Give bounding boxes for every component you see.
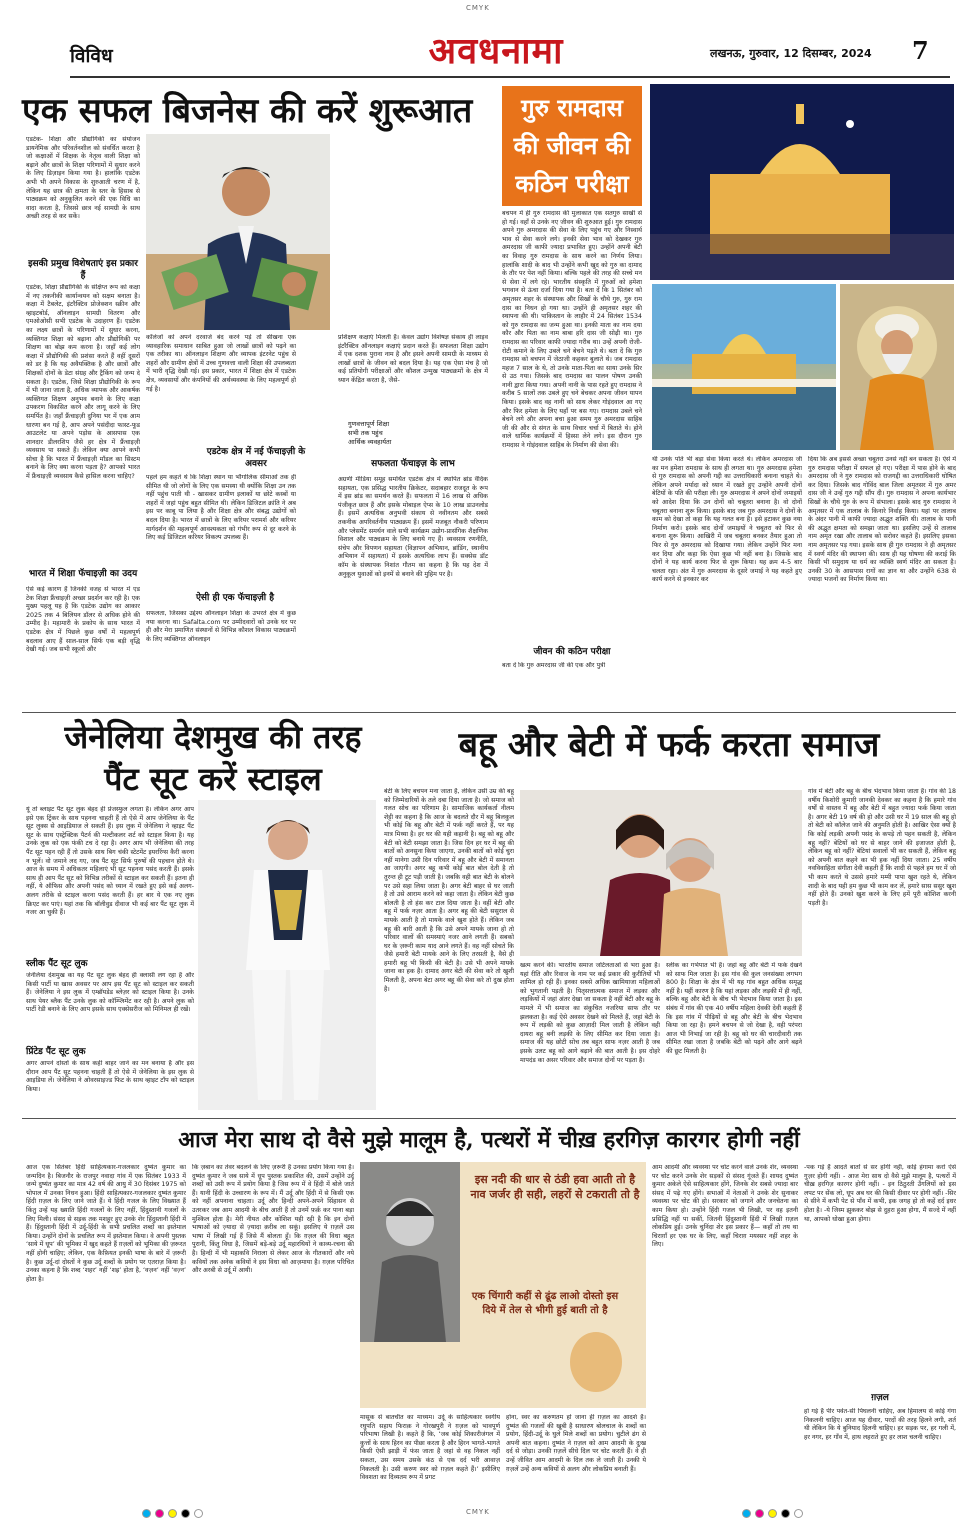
logo-text: अवधनामा xyxy=(428,29,564,72)
story2-headline-box xyxy=(502,86,642,206)
story1-col2b: पहले हम कहते थे कि शिक्षा स्थान या भौगोलिक सीमाओं तक ही सीमित थी जो लोगों के लिए एक समस्या थी क्योंकि शिक्षा उन तक नहीं पहुंच पाती थी - खासकर ग्रामीण इलाकों या छोटे कस्बों या शहरों में जहां पहुंच बहुत सीमित थी। लेकिन डिजिटल क्रांति ने अब इस पर काबू पा लिया है और शिक्षा क्षेत्र और संबद्ध उद्योगों को बदल दिया है। भारत में छात्रों के लिए करियर परामर्श और करियर मार्गदर्शन की महत्वपूर्ण आवश्यकता को गंभीर रूप से दूर करने के लिए कई डिजिटल करियर विकल्प उपलब्ध हैं। xyxy=(146,474,296,542)
story3-body: यूं तो ब्लाइट पैंट सूट लुक बेहद ही प्रेजस्फुल लगता है। लेकिन अगर आप इसे एक ट्रिंकर के साथ पहनना चाहती हैं तो ऐसे में आप जेनेलिया के पैंट सूट लुक्स से आइडियाज ले सकती हैं। इस लुक में जेनेलिया ने व्हाइट पैंट सूट के साथ एस्ट्रेक्टिक पैटर्न की मल्टीकलर शर्ट को स्टाइल किया है। यह उनके लुक को एक फंकी टच दे रहा है। अगर आप भी जेनेलिया की तरह पैंट सूट पहन रही हैं तो उसके साथ बिग चंकी स्टेटमेंट इयररिंग्स कैरी करना न भूलें। वो जमाने लद गए, जब पैंट सूट सिर्फ पुरुषों की पहचान होते थे। आज के समय में अधिकतर महिलाएं भी सूट पहनना पसंद करती हैं। इसके साथ ही आप पैंट सूट को विभिन्न तरीकों से स्टाइल कर सकती हैं। इतना ही नहीं, ये ऑफिस और अपनी पसंद को ध्यान में रखते हुए इसे कई अलग-अलग तरीके से स्टाइल करना पसंद करती हैं। हर बार ये एक नए लुक क्रिएट कर पाएं। यहां तक कि बॉलीवुड दीवाज भी कई बार पैंट सूट लुक में नजर आ चुकी हैं। xyxy=(26,806,194,917)
story5-col1: आज एक सितंबर हिंदी साहित्यकार-गजलकार दुष्यंत कुमार का जन्मदिन है। बिजनौर के राजपुर नवादा गांव में एक सितंबर 1933 में जन्मे दुष्यंत कुमार का मात्र 42 वर्ष की आयु में 30 दिसंबर 1975 को भोपाल में उनका निधन हुआ। हिंदी साहित्यकार-गजलकार दुष्यंत कुमार हिंदी ग़ज़ल के लिए जाने जाते हैं। ये हिंदी गजल के लिए विख्यात हैं किंतु उन्हें यह ख्याति हिंदी गजलों के लिए नहीं, हिंदुस्तानी गजलों के लिए मिली। संसद से सड़क तक मशहूर हुए उनके शेर हिंदुस्तानी हिंदी में हैं। हिंदुस्तानी हिंदी में उर्दू-हिंदी के सभी प्रचलित शब्दों का इस्तेमाल किया। उन्होंने दोनों के प्रचलित रूप में इस्तेमाल किया। वे अपनी पुस्तक ‘साये में धूप’ की भूमिका में खुद कहते हैं ग़ज़लों को भूमिका की ज़रूरत नहीं होनी चाहिए; लेकिन, एक कैफ़ियत इनकी भाषा के बारे में ज़रूरी है। कुछ उर्दू-दां दोस्तों ने कुछ उर्दू शब्दों के प्रयोग पर एतराज़ किया है। उनका कहना है कि शब्द ‘शहर’ नहीं ‘शह्र’ होता है, ‘वज़न’ नहीं ‘वज़्न’ होता है। xyxy=(26,1164,186,1283)
golden-temple-night-photo xyxy=(650,84,954,280)
story3-sub1: स्लीक पैंट सूट लुक xyxy=(26,959,88,969)
story2-col3: दिया कि अब इससे अच्छा चबूतरा उनसे नहीं बन सकता है। ऐसे में गुरु रामदास परीक्षा में सफल हो गए। परीक्षा में पास होने के बाद अमरदास जी ने गुरु रामदास को राजगद्दी का उत्तराधिकारी घोषित कर दिया। जिसके बाद गोविंद बाल जिला अमृतसर में गुरु अमर दास जी ने उन्हें गुरु गद्दी सौंप दी। गुरु रामदास ने अपना कार्यभार सिखों के चौथे गुरु के रूप में संभाला। इसके बाद गुरु रामदास ने अमृतसर में एक तालाब के किनारे निर्वाह किया। यहां पर तालाब के अंदर पानी में काफी ज्यादा अद्भुत शक्ति थी। तालाब के पानी की अद्भुत क्षमता को समझा जाता था। इसलिए उन्हें से तालाब नाम अमृत रखा और तालाब को सरोवर कहते हैं। इसलिए इसका नाम अमृतसर पड़ गया। इसके साथ ही गुरु रामदास ने ही अमृतसर में स्वर्ण मंदिर की स्थापना की। साथ ही यह घोषणा की कराई कि किसी भी समुदाय या धर्म का व्यक्ति स्वर्ण मंदिर आ सकता है। उनकी 30 के आसपास रागों का ज्ञान था और उन्होंने 638 से ज्यादा भजनों का निर्माण किया था। xyxy=(808,456,956,584)
dushyant-poster xyxy=(360,1162,646,1408)
cmyk-mark-bottom: CMYK xyxy=(466,1508,490,1516)
story1-list-item: गुणवत्तापूर्ण शिक्षा xyxy=(348,420,390,428)
story5-col5: आम आदमी और व्यवस्था पर चोट करने वाले उनके शेर, व्यवस्था पर चोट करने उनके शेर सड़कों से संसद गूंजते हैं। शायद दुष्यंत कुमार अकेले ऐसे साहित्यकार होंगे, जिनके शेर सबसे ज्यादा बार संसद में पढ़े गए होंगे। सभाओं में नेताओं ने उनके शेर सुनाकर व्यवस्था पर चोट की हो। सरकार को जगाने और जनचेतना का काम किया हो। उन्होंने हिंदी गजल भी लिखी, पर वह इतनी प्रसिद्धि नहीं पा सकीं, जितनी हिंदुस्तानी हिंदी में लिखी ग़ज़ल लोकप्रिय हुई। उनके चुनिंदा शेर इस प्रकार हैं— कहाँ तो तय था चिराग़ाँ हर एक घर के लिए, कहाँ चिराग़ मयस्सर नहीं शहर के लिए। xyxy=(652,1164,798,1249)
story5-col6b: हो गई है पीर पर्वत-सी पिघलनी चाहिए, अब हिमालय से कोई गंगा निकलनी चाहिए। आज यह दीवार, परदों की तरह हिलने लगी, शर्त थी लेकिन कि ये बुनियाद हिलनी चाहिए। हर सड़क पर, हर गली में, हर नगर, हर गाँव में, हाथ लहराते हुए हर लाश चलनी चाहिए। xyxy=(804,1408,956,1441)
story5-col2: कि ज़बान का तेवर बदलने के लिए ज़रूरी है उनका प्रयोग किया गया है। दुष्यंत कुमार ने जब साये में धूप पुस्तक प्रकाशित की, उसमें उन्होंने उर्दू शब्दों को उसी रूप में प्रयोग किया है जिस रूप में वे हिंदी में बोले जाते हैं। यानी हिंदी के उच्चारण के रूप में। मैं उर्दू और हिंदी में से किसी एक को नहीं अपनाना चाहता। उर्दू और हिन्दी अपने-अपने सिंहासन से उतरकर जब आम आदमी के बीच आती हैं तो उनमें फ़र्क़ कर पाना बड़ा मुश्किल होता है। मेरी नीयत और कोशिश यही रही है कि इन दोनों भाषाओं को ज़्यादा से ज़्यादा क़रीब ला सकूं। इसलिए ये ग़ज़लें उस भाषा में लिखी गई हैं जिसे मैं बोलता हूँ। कि ग़ज़ल की विधा बहुत पुरानी, किंतु विधा है, जिसमें बड़े-बड़े उर्दू महारथियों ने काव्य-रचना की है। हिन्दी में भी महाकवि निराला से लेकर आज के गीतकारों और नये कवियों तक अनेक कवियों ने इस विधा को आज़माया है। ग़ज़ल परिचित और अरबी से उर्दू में आयी। xyxy=(192,1164,354,1275)
story1-sub3: एडटेक क्षेत्र में नई फॅचाइज़ी के अवसर xyxy=(206,447,306,469)
cmyk-mark: CMYK xyxy=(466,4,490,12)
story3-sub2: प्रिंटेड पैंट सूट लुक xyxy=(26,1047,86,1057)
story4-headline: बहू और बेटी में फर्क करता समाज xyxy=(458,725,880,765)
story5-col3: मासूक से बातचीत का माध्यम। उर्दू के साहित्यकार स्वर्गीय रघुपति सहाय फिराक़ ने गोरखपुरी ने ग़ज़ल को भावपूर्ण परिभाषा लिखी है। कहते हैं कि, ‘जब कोई शिकारीजंगल में कुत्तों के साथ हिरन का पीछा करता है और हिरन भागते-भागते किसी ऐसी झाड़ी में फंस जाता है जहां से वह निकल नहीं सकता, उस समय उसके कंठ से एक दर्द भरी आवाज़ निकलती है। उसी करुण स्वर को ग़ज़ल कहते हैं।’ इसीलिए विवशता का दिव्यतम रूप में प्रगट xyxy=(360,1414,500,1482)
registration-dots-left xyxy=(140,1503,205,1519)
story3-body2: जेनेलिया देशमुख का यह पैंट सूट लुक बेहद ही क्लासी लग रहा है और किसी पार्टी या खास अवसर पर आप इस पैंट सूट को स्टाइल कर सकती हैं। जेनेलिया ने इस लुक में एम्ब्रॉयडेड ब्लेज़र को स्टाइल किया है। उनके साथ पेयर ब्लैक पैंट उनके लुक को कॉम्प्लिमेंट कर रही है। अपने लुक को पार्टी रेडी बनाने के लिए आप इसके साथ एक्सेसरीज को मिनिमल ही रखें। xyxy=(26,972,194,1014)
section-title: विविध xyxy=(70,45,113,67)
story1-sub5: सफलता फॅचाइज़ के लाभ xyxy=(371,459,455,469)
story2-col1b: बता दें कि गुरु अमरदास जी की एक और पुत्री xyxy=(502,662,606,669)
poster-couplet-1: इस नदी की धार से ठंडी हवा आती तो है नाव जर्जर ही सही, लहरों से टकराती तो है xyxy=(470,1173,640,1201)
story1-sub1: इसकी प्रमुख विशेषताएं इस प्रकार हैं xyxy=(28,259,138,281)
guru-portrait-art xyxy=(840,284,954,450)
story1-col2c: सफलता, जिसका उद्देश्य ऑनलाइन शिक्षा के उभरते क्षेत्र में कुछ नया करना था। Safalta.com पर उम्मीदवारों को उनके घर पर ही और मेरा प्रमाणित संस्थानों से विभिन्न कौशल विकास पाठ्यक्रमों के लिए व्यक्तिगत ऑनलाइन xyxy=(146,610,296,643)
story4-col2: खत्म करने की। भारतीय समाज जटिलताओं से भरा हुआ है। यहां रीति और रिवाज के नाम पर कई प्रकार की कुरीतियों भी शामिल हो रही हैं। इनका सबसे अधिक खामियाजा महिलाओं को भुगतानी पड़ती है। पितृसत्तात्मक समाज में लड़का और लड़कियों में जहां अंतर देखा जा सकता है वहीं बेटी और बहू के मामले में भी समाज का संकुचित नजरिया साफ तौर पर झलकता है। कई ऐसे अवसर देखने को मिलते हैं, जहां बेटी के रूप में लड़की को कुछ आज़ादी मिल जाती है लेकिन वही दायरा बहू बनी लड़की के लिए सीमित कर दिया जाता है। समाज की यह छोटी सोच तब बहुत साफ नज़र आती है जब इसके उलट बहू को आगे बढ़ाने की बात आती है। इस दोहरे मापदंड का असर परिवार और समाज दोनों पर पड़ता है। xyxy=(520,962,660,1064)
story1-list-item: सभी तक पहुंच xyxy=(348,429,383,437)
story2-col2: थी उनके पति भी बड़ा सेवा किया करते थे। लेकिन अमरदास जी का मन हमेशा रामदास के साथ ही लगता था। गुरु अमरदास हमेशा से गुरु रामदास को अपनी गद्दी का उत्तराधिकारी बनाना चाहते थे। लेकिन अपने मर्यादा को ध्यान में रखते हुए उन्होंने अपनी दोनों बेटियों के पति की परीक्षा ली। गुरु अमरदास ने अपने दोनों जमाइयों को आदेश दिया कि उन दोनों को चबूतरा बनाना है। वो दोनों चबूतरा बनाना शुरू किया। इसके बाद जब गुरु अमरदास ने दोनों के काम को देखा तो कहा कि यह गलत बना है। इसे हटाकर कुछ नया निर्माण करो। इसके बाद दोनों जमाइयों ने चबूतरा को फिर से बनाना शुरू किया। आखिरी में जब चबूतरा बनकर तैयार हुआ तो फिर से गुरु अमरदास को दिखाया गया। लेकिन उन्होंने फिर मना कर दिया और कहा कि ऐसा कुछ भी नहीं बना है। जिसके बाद दोनों ने यह कार्य करना फिर से शुरू किया। यह क्रम 4-5 बार चलता रहा। अंत में गुरु अमरदास के दूसरे जमाई ने यह कहते हुए कार्य करने से इनकार कर xyxy=(652,456,802,584)
story1-headline: एक सफल बिजनेस की करें शुरूआत xyxy=(22,91,473,131)
poster-couplet-2: एक चिंगारी कहीं से ढूंढ लाओ दोस्तो इस दिये में तेल से भीगी हुई बाती तो है xyxy=(471,1291,619,1316)
story1-col2: कॉलेजों को अपने दरवाजे बंद करने पड़े तो सीखना एक व्यावहारिक समाधान साबित हुआ जो लाखों छात्रों को पढ़ने का एक तरीका था। ऑनलाइन शिक्षण और व्यापक इंटरनेट पहुंच से शहरों और ग्रामीण क्षेत्रों में उच्च गुणवत्ता वाली शिक्षा की उपलब्धता में भारी वृद्धि देखी गई। इस प्रकार, भारत में शिक्षा क्षेत्र में एडटेक क्षेत्र, व्यवसायों और कंपनियों की अर्थव्यवस्था के लिए महत्वपूर्ण हो गई है। xyxy=(146,334,296,393)
businessman-photo-art xyxy=(146,134,330,330)
golden-temple-day-art xyxy=(652,284,836,450)
logo xyxy=(386,24,606,74)
dateline: लखनऊ, गुरुवार, 12 दिसम्बर, 2024 xyxy=(710,47,872,60)
story1-list xyxy=(348,420,488,447)
story1-intro: एडटेक- शिक्षा और प्रौद्योगिकी का संयोजन डायनेमिक और परिवर्तनशील को संवर्धित करता है जो कक्षाओं में शिक्षक के नेतृत्व वाली शिक्षा को बढ़ाने और छात्रों के शिक्षा परिणामों में सुधार करने के लिए डिज़ाइन किया गया है। हालांकि एडटेक अभी भी अपने विकास के शुरुआती चरण में है, लेकिन यह छात्र की क्षमता के स्तर के हिसाब से पाठ्यक्रम को अनुकूलित करने की एक विधि का वादा करता है, जिससे छात्र नई सामग्री के साथ अच्छी तरह से कर सकें। xyxy=(26,136,140,221)
story1-sub2: भारत में शिक्षा फॅचाइज़ी का उदय xyxy=(28,569,138,579)
story2-headline: गुरु रामदास की जीवन की कठिन परीक्षा xyxy=(513,93,631,198)
story1-col3: प्रशिक्षण कक्षाएं मिलती हैं। केवल उद्योग विशेषज्ञ संकाय ही लाइव इंटरैक्टिव ऑनलाइन कक्षाएं प्रदान करते हैं। सफलता शिक्षा उद्योग में एक दशक पुराना नाम है और इसने अपनी सामग्री के माध्यम से लाखों छात्रों के जीवन को बदल दिया है। यह एक ऐसा मंच है जो कई प्रतियोगी परीक्षाओं और कौशल उन्मुख पाठ्यक्रमों के क्षेत्र में ध्यान केंद्रित करता है, जैसे- xyxy=(338,334,488,384)
golden-temple-night-art xyxy=(650,84,954,280)
genelia-photo xyxy=(198,800,376,1110)
page-number: 7 xyxy=(912,36,929,65)
guru-portrait xyxy=(840,284,954,450)
masthead-rule xyxy=(70,76,950,78)
story3-headline: जेनेलिया देशमुख की तरह पैंट सूट करें स्टाइल xyxy=(64,718,362,798)
businessman-photo xyxy=(146,134,330,330)
registration-dots-right xyxy=(740,1503,805,1519)
story1-body1: एडटेक, शिक्षा प्रौद्योगिकी के संक्षिप्त रूप को कक्षा में नए तकनीकी कार्यान्वयन को सक्षम बनाता है। कक्षा में टैबलेट, इंटरैक्टिव प्रोजेक्शन स्क्रीन और व्हाइटबोर्ड, ऑनलाइन सामग्री वितरण और एमओओसी सभी एडटेक के उदाहरण हैं। एडटेक का लक्ष्य छात्रों के परिणामों में सुधार करना, व्यक्तिगत शिक्षा को बढ़ाना और प्रौद्योगिकी पर शिक्षण का बोझ कम करना है। जहाँ कई लोग कक्षा में प्रौद्योगिकी की प्रशंसा करते हैं वहीं दूसरों को डर है कि यह अवैयक्तिक है और छात्रों और शिक्षकों दोनों के डेटा संग्रह और ट्रैकिंग को जन्म दे सकता है। एडटेक, जिसे शिक्षा प्रौद्योगिकी के रूप में भी जाना जाता है, अधिक व्यापक और आकर्षक व्यक्तिगत शिक्षण अनुभव बनाने के लिए कक्षा उपकरण विकसित करने और लागू करने के लिए समर्पित है। जहाँ फ्रैंचाइज़ी दुनिया भर में एक आम धारणा बन गई है, आप अपने पसंदीदा फास्ट-फूड आउटलेट या अपने पड़ोस के आसपास एक शानदार डीलरशिप जैसे हर क्षेत्र में फ्रैंचाइज़ी व्यवसाय पा सकते हैं। लेकिन क्या आपने कभी सोचा है कि भारत में फ्रैंचाइज़ी मॉडल का सिस्टम बनाने के लिए क्या करना पड़ता है? आपको भारत में फ्रैंचाइज़ी व्यवसाय कैसे हासिल करना चाहिए? xyxy=(26,284,140,481)
story2-col1: बचपन में ही गुरु रामदास की मुलाकात एक सतगुरु साखी से हो गई। वहाँ से उनके नए जीवन की शुरुआत हुई। गुरु रामदास अपने गुरु अमरदास की सेवा के लिए पहुंच गए और निस्वार्थ भाव से सेवा करने लगे। इनकी सेवा भाव को देखकर गुरु अमरदास जी काफी ज्यादा प्रभावित हुए। उन्होंने अपनी बेटी का विवाह गुरु रामदास के साथ करने का निर्णय लिया। हालांकि शादी के बाद भी उन्होंने कभी खुद को गुरु का दामाद के तौर पर पेश नहीं किया। बल्कि पहले की तरह की सच्चे मन से सेवा में लगे रहे। भारतीय संस्कृति में गुरुओं को हमेशा भगवान से ऊंचा दर्जा दिया गया है। बता दें कि 1 सितंबर को अमृतसर शहर के संस्थापक और सिखों के चौथे गुरु, गुरु राम दास का निधन हो गया था। उन्होंने ही अमृतसर शहर की स्थापना की थी। पाकिस्तान के लाहौर में 24 सितंबर 1534 को गुरु रामदास का जन्म हुआ था। इनकी माता का नाम दया कौर और पिता का नाम बाबा हरि दास जी सोढ़ी था। गुरु रामदास का परिवार काफी ज्यादा गरीब था। उन्हें अपनी रोजी-रोटी कमाने के लिए उबले चने बेचने पड़ते थे। बता दें कि गुरु रामदास को बचपन में जेठाजी कहकर बुलाते थे। जब रामदास महज 7 साल के थे, तो उनके माता-पिता का साया उनके सिर से उठ गया। जिसके बाद रामदास का पालन पोषण उनकी नानी द्वारा किया गया। अपनी नानी के पास रहते हुए रामदास ने करीब 5 सालों तक उबले हुए चने बेचकर अपना जीवन यापन किया। इसके बाद वह नानी को साथ लेकर गोइंदवाल आ गए और फिर हमेशा के लिए यहाँ पर बस गए। रामदास उबले चने बेचने लगे और अपना बचा हुआ समय गुरु अमरदास साहिब जी की और से संगत के साथ विचार चर्चा में बिताते थे। होने वाले धार्मिक कार्यक्रमों में हिस्सा लेने लगे। इस दौरान गुरु रामदास ने गोइंदवाल साहिब के निर्माण की सेवा की। xyxy=(502,210,642,450)
story5-col6: -पक गई हैं आदतें बातों से सर होंगी नहीं, कोई हंगामा करो ऐसे गुज़र होगी नहीं। - आज मेरा साथ दो वैसे मुझे मालूम है, पत्थरों में चीख़ हरगिज़ कारगर होगी नहीं। - इन ठिठुरती उँगलियों को इस लपट पर सेंक लो, धूप अब घर की किसी दीवार पर होगी नहीं। -सिर से सीने में कभी पेट से पाँव में कभी, इक जगह हो तो कहें दर्द इधर होता है। -ये जिस्म झुककर बोझ से दुहरा हुआ होगा, मैं सज्दे में नहीं था, आपको धोखा हुआ होगा। xyxy=(804,1164,956,1223)
story5-sub: ग़ज़ल xyxy=(871,1393,889,1403)
story2-sub: जीवन की कठिन परीक्षा xyxy=(533,647,611,657)
golden-temple-day-photo xyxy=(652,284,836,450)
story1-sub4: ऐसी ही एक फॅचाइज़ी है xyxy=(195,593,275,603)
mother-daughter-art xyxy=(520,790,802,956)
rule-mid xyxy=(22,712,956,713)
story1-body2: ऐसे कई कारण हैं जिनकी वजह से भारत में एड टेक शिक्षा फ्रैंचाइज़ी अच्छा प्रदर्शन कर रही है। एक मुख्य पहलू यह है कि एडटेक उद्योग का आकार 2025 तक 4 बिलियन डॉलर से अधिक होने की उम्मीद है। महामारी के प्रकोप के साथ भारत में एडटेक क्षेत्र में पिछले कुछ वर्षों में महत्वपूर्ण बदलाव आए हैं साल-साल सिर्फ एक बड़ी वृद्धि देखी गई। जब सभी स्कूलों और xyxy=(26,586,140,654)
genelia-photo-art xyxy=(198,800,376,1110)
rule-lower xyxy=(22,1118,956,1119)
story4-col3: स्लीक का गर्भपात भी है। जहां बहू और बेटी में फर्क देखने को साफ मिल जाता है। इस गांव की कुल जनसंख्या लगभग 800 है। शिक्षा के क्षेत्र में भी यह गांव बहुत अधिक समृद्ध नहीं है। यहीं कारण है कि यहां लड़का और लड़की में ही नहीं, बल्कि बहू और बेटी के बीच भी भेदभाव किया जाता है। इस संबंध में गांव की एक 40 वर्षीय महिला देवकी देवी कहती हैं कि इस गांव में पीढ़ियों से बहू और बेटी के बीच भेदभाव किया जा रहा है। हमने बचपन से जो देखा है, वही परंपरा आज भी निभाई जा रही है। बहू को घर की चारदीवारी तक सीमित रखा जाता है जबकि बेटी को पढ़ने और आगे बढ़ने की छूट मिलती है। xyxy=(666,962,802,1055)
story1-list-item: आर्थिक व्यवहार्यता xyxy=(348,438,392,446)
story4-col4: गांव में बेटी और बहू के बीच भेदभाव किया जाता है। गांव की 18 वर्षीय किशोरी कुमारी जानकी देवकर का कहना है कि हमारे गांव वर्षों से वास्तव में बहू और बेटी में बहुत ज्यादा फर्क किया जाता है। अगर बेटी 19 वर्ष की हो और उसी घर में 19 साल की बहू हो तो बेटी को कॉलेज जाने की अनुमति होती है। आखिर ऐसा क्यों है कि कोई लड़की अपनी पसंद के कपड़े तो पहन सकती है, लेकिन बहू नहीं? बेटियों को घर से बाहर जाने की इजाजत होती है, लेकिन बहू को नहीं? बेटियां सवालों भी कर सकती हैं, लेकिन बहू को अपनी बात कहने का भी हक नहीं दिया जाता। 25 वर्षीय नवविवाहिता संगीता देवी कहती हैं कि शादी से पहले हम घर में जो भी काम करते थे उससे हमारे मम्मी पापा खुश रहते थे, लेकिन शादी के बाद यही हम कुछ भी काम कर लें, हमारे सास ससुर खुश नहीं होते हैं। उनको खुश करने के लिए हमें पूरी कोशिश करनी पड़ती है। xyxy=(808,788,956,907)
story3-body3: अगर आपने दोस्तों के साथ कहीं बाहर जाने का मन बनाया है और इस दौरान आप पैंट सूट पहनना चाहती हैं तो ऐसे में जेनेलिया के इस लुक से आइडिया लें। जेनेलिया ने ओवरसाइज्ड फिट के साथ व्हाइट टॉप को स्टाइल किया। xyxy=(26,1060,194,1093)
story4-col1: बेटी के लिए बचपन मना जाता है, लेकिन उसी उम्र की बहू को जिम्मेदारियों के तले दबा दिया जाता है। जो समाज को गलत सोच का परिणाम है। सामाजिक कार्यकर्ता नीलम शेट्टी का कहना है कि आज के बदलते दौर में बहू बिलकुल भी कोई कि बहू और बेटी में फर्क नहीं करते हैं, पर यह मात्र मिथ्या है। हर घर की यही कहानी है। बहू को बहू और बेटी को बेटी समझा जाता है। जिस दिन हर घर में बहू की बातों को अनसुना किया जाएगा, उनकी बातों को कोई चुरा नहीं मानेगा उसी दिन परिवार में बहू और बेटी में समानता आ जाएगी। अगर बहू कभी कोई बात बोल देती है तो तुरन्त ही टूट पड़ी जाती है। जबकि वही बात बेटी के बोलने पर उसे सहा लिया जाता है। अगर बेटी बाहर से घर जाती है तो उसे आराम करने को कहा जाता है। लेकिन बेटी कुछ बोलती है तो हंस कर टाल दिया जाता है। वहीं बेटी और बहू में फर्क नज़र आता है। अगर बहू की बेटी ससुराल से मायके आती है तो मायके वाले खुश होते हैं। लेकिन जब बहू की बारी आती है कि उसे अपने मायके जाना हो तो परिवार वालों की समस्याएं नजर आने लगती हैं। सबको घर के ज़रूरी काम याद आने लगते हैं। वह नहीं सोचते कि जैसे हमारी बेटी मायके आने के लिए तरसती है, वैसे ही हमारी बहू भी किसी की बेटी है। उसे भी अपने मायके जाना का हक है। दामाद अगर बेटी की सेवा करे तो खुशी मिलती है, अपना बेटा अगर बहू की सेवा करे तो दुख होता है। xyxy=(384,788,514,993)
story5-headline: आज मेरा साथ दो वैसे मुझे मालूम है, पत्थरों में चीख़ हरगिज़ कारगर होगी नहीं xyxy=(178,1127,800,1153)
mother-daughter-photo xyxy=(520,790,802,956)
story1-col3b: अग्रणी मीडिया समूह समर्थित एडटेक क्षेत्र में स्थापित ब्रांड वैदिक सहायता, एक प्रसिद्ध भारतीय क्रिकेटर, सदाबहार राजदूत के रूप में इस ब्रांड का समर्थन करते हैं। सफलता में 16 लाख से अधिक पंजीकृत छात्र हैं और इसके मोबाइल ऐप्स के 10 लाख डाउनलोड हैं। इसमें अत्यधिक अनुभवी संकाय से नवीनतम और सबसे तकनीक अपरिवर्तनीय पाठ्यक्रम हैं। इसमें मजबूत नौकरी परिणाम और प्लेसमेंट समर्थन वाले सभी कार्यक्रम उद्योग-प्रासंगिक शैक्षणिक विशाल और पाठ्यक्रम के लिए बनाये गए हैं। व्यवसाय रणनीति, संचेप और विपणन सहायता (विज्ञापन अभियान, ब्रांडिंग, स्थानीय अभियान में सहायता) में इसके अत्यधिक लाभ हैं। सक्सेस डॉट कॉम के संस्थापक निशांत गौतम का कहना है कि यह देश में अनुकूल युवाओं को इनमें से बनाने की मुहिम पर है। xyxy=(338,476,488,578)
story5-col4: होना, स्वर का करुणतम हो जाना ही ग़ज़ल का आदर्श है। दुष्यंत की गजलों की खूबी है साधारण बोलचाल के शब्दों का प्रयोग, हिंदी-उर्दू के घुले मिले शब्दों का प्रयोग। चुटीले ढंग से अपनी बात कहना। दुष्यंत ने ग़ज़ल को आम आदमी के दुःख दर्द से जोड़ा। उनकी ग़ज़लें सीधे दिल पर चोट करती हैं। वे ही उन्हें जीवित आम आदमी के दिल तक ले जाती हैं। उनकी ये ग़ज़लें उन्हें अन्य कवियों से अलग और लोकप्रिय बनाती हैं। xyxy=(506,1414,646,1473)
